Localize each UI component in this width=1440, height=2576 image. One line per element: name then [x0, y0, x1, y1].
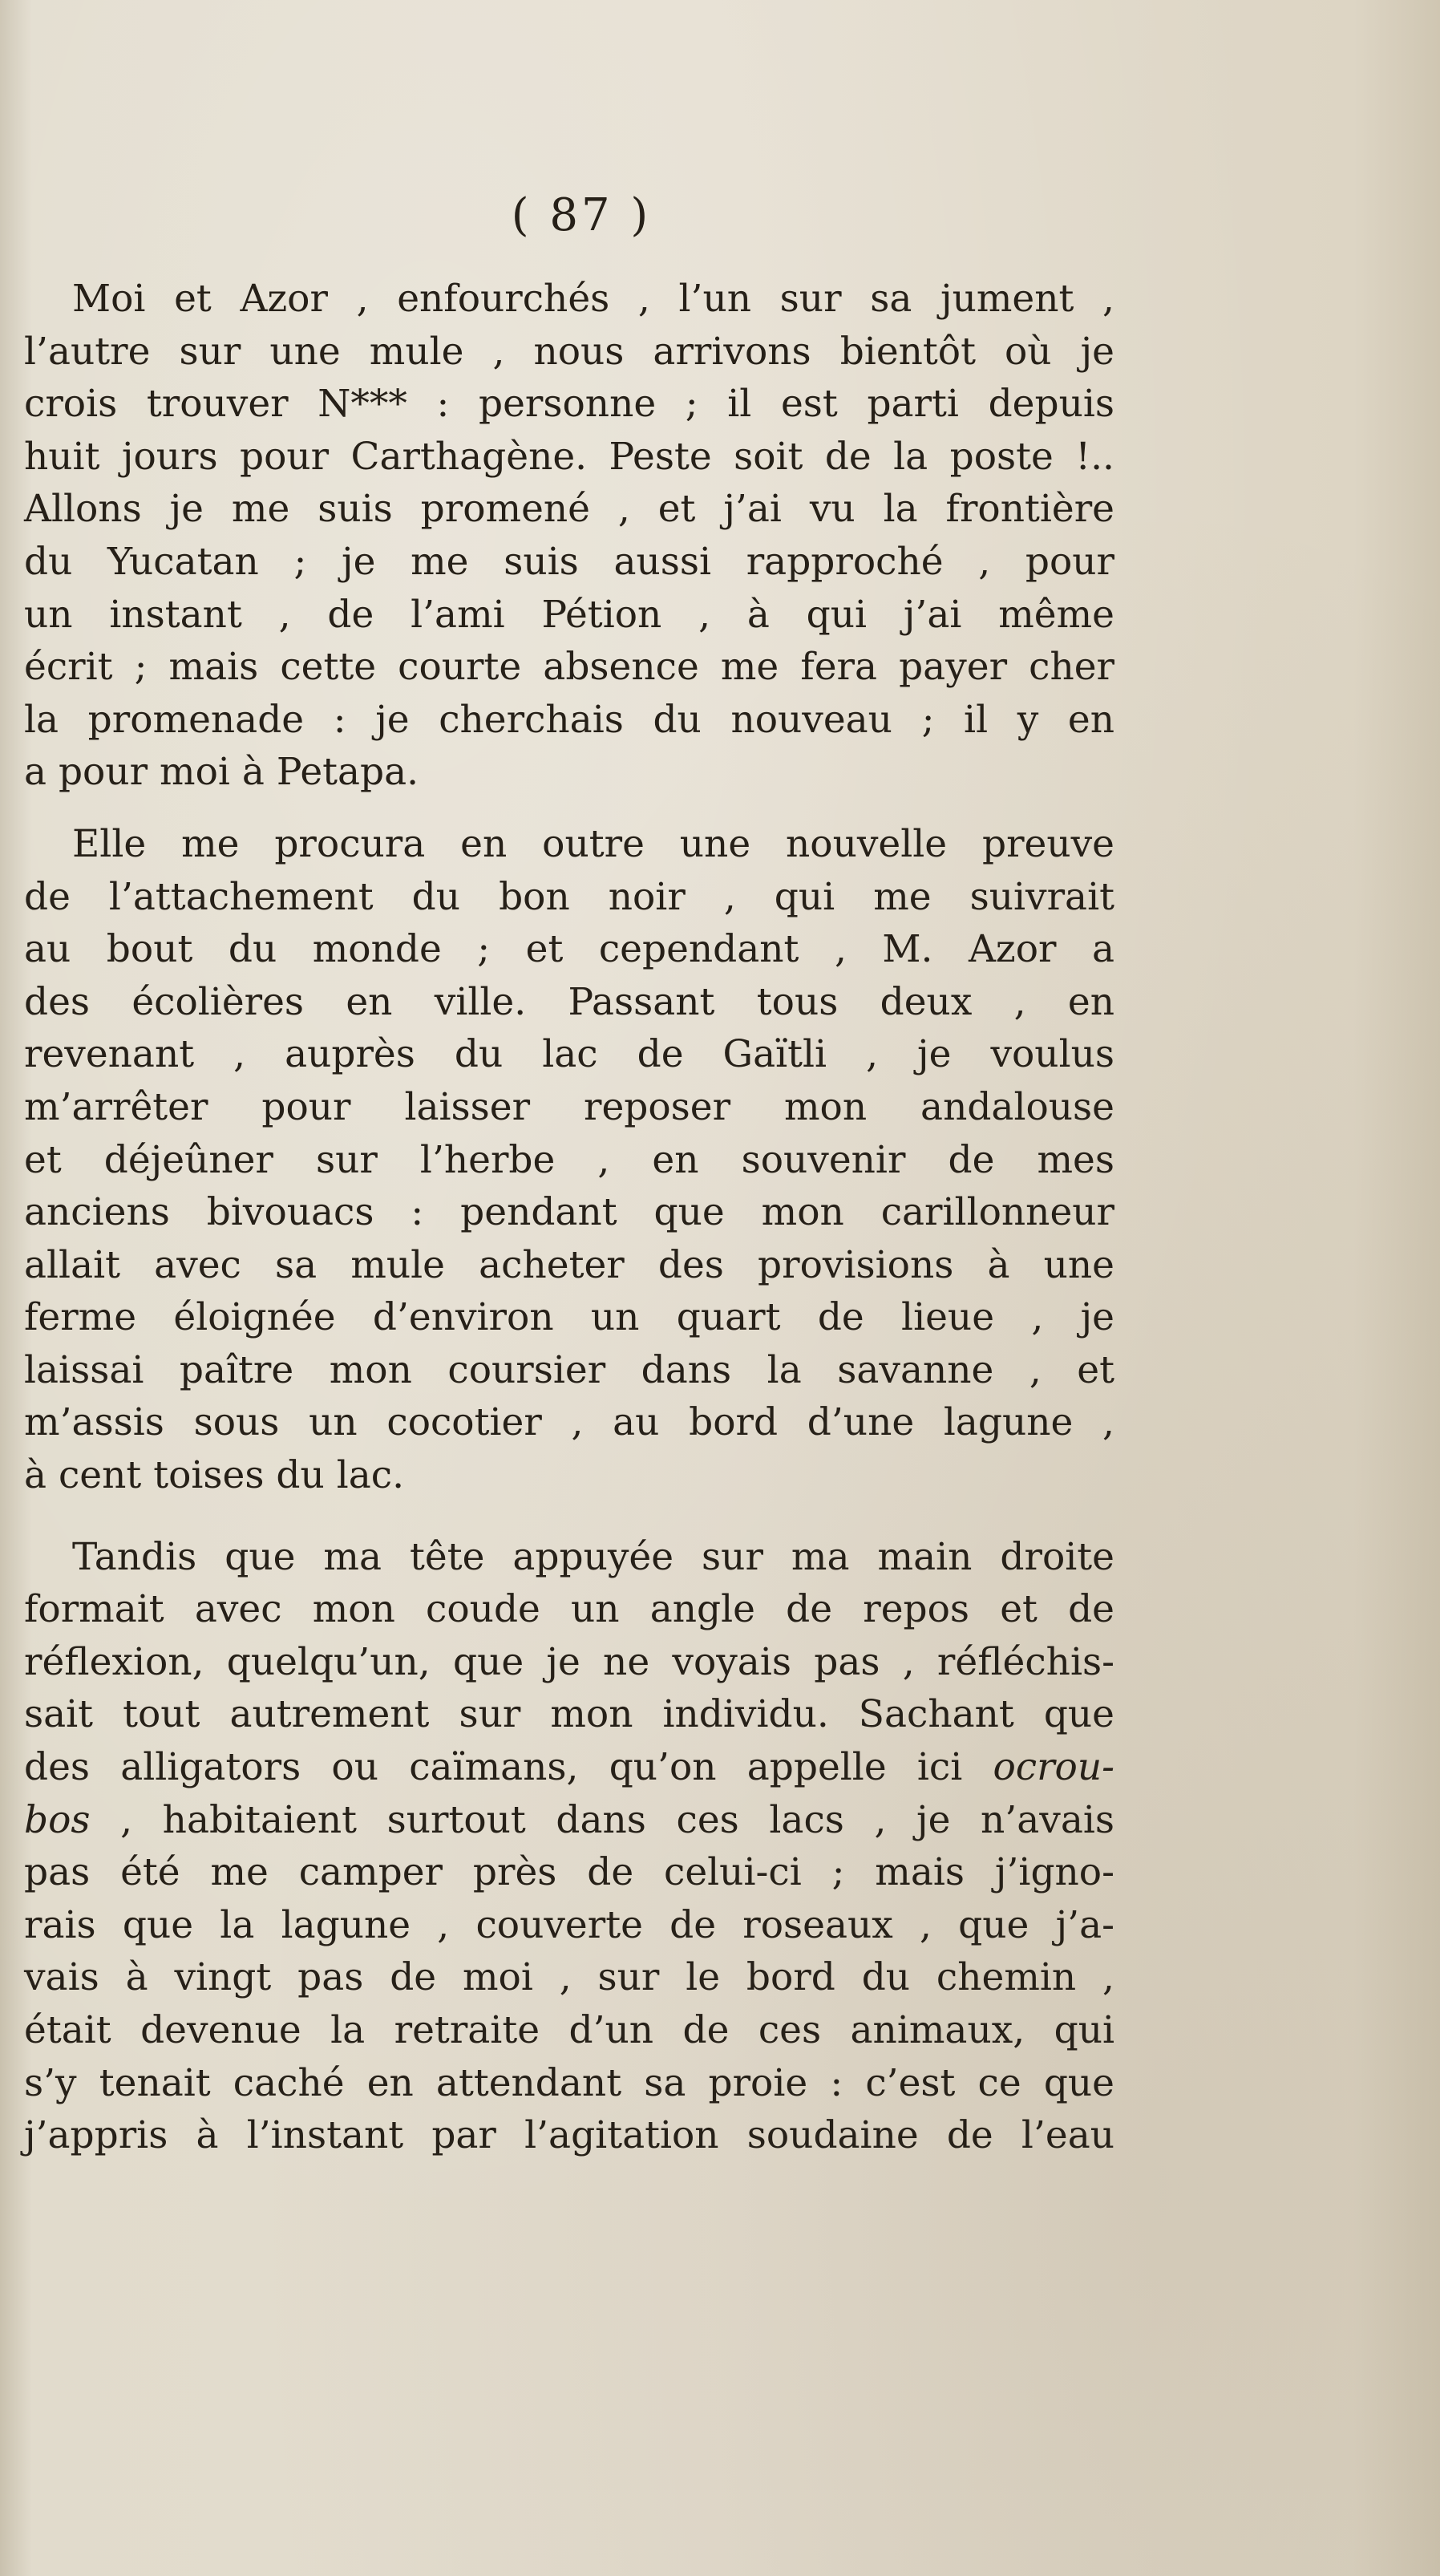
- text-segment: , habitaient surtout dans ces lacs , je n’avais: [90, 1797, 1114, 1842]
- text-line: réflexion, quelqu’un, que je ne voyais pas , réfléchis-: [24, 1639, 1114, 1684]
- text-line: revenant , auprès du lac de Gaïtli , je voulus: [24, 1032, 1114, 1077]
- text-segment: des alligators ou caïmans, qu’on appelle ici: [24, 1745, 993, 1790]
- italic-word: ocrou-: [993, 1745, 1114, 1790]
- text-line: j’appris à l’instant par l’agitation soudaine de l’eau: [24, 2113, 1114, 2158]
- paragraph: [24, 818, 1114, 1502]
- text-line: huit jours pour Carthagène. Peste soit de la poste !..: [24, 434, 1114, 479]
- text-line: m’arrêter pour laisser reposer mon andalouse: [24, 1084, 1114, 1129]
- text-line: Moi et Azor , enfourchés , l’un sur sa jument ,: [72, 277, 1114, 321]
- text-line: l’autre sur une mule , nous arrivons bientôt où je: [24, 329, 1114, 374]
- text-line: a pour moi à Petapa.: [24, 750, 419, 795]
- text-line: était devenue la retraite d’un de ces animaux, qui: [24, 2008, 1114, 2052]
- text-line: Tandis que ma tête appuyée sur ma main droite: [72, 1534, 1114, 1579]
- text-line: au bout du monde ; et cependant , M. Azor a: [24, 927, 1114, 972]
- text-line: s’y tenait caché en attendant sa proie : c’est ce que: [24, 2060, 1114, 2105]
- text-line: la promenade : je cherchais du nouveau ; il y en: [24, 697, 1114, 742]
- text-line: crois trouver N*** : personne ; il est parti depuis: [24, 382, 1114, 427]
- text-line: Allons je me suis promené , et j’ai vu la frontière: [24, 487, 1114, 532]
- text-line: un instant , de l’ami Pétion , à qui j’ai même: [24, 592, 1114, 637]
- italic-word: bos: [24, 1797, 91, 1842]
- text-line: formait avec mon coude un angle de repos et de: [24, 1587, 1114, 1632]
- text-line: à cent toises du lac.: [24, 1453, 405, 1498]
- text-line: des écolières en ville. Passant tous deux , en: [24, 979, 1114, 1024]
- text-line: écrit ; mais cette courte absence me fera payer cher: [24, 645, 1114, 690]
- text-line: allait avec sa mule acheter des provisions à une: [24, 1242, 1114, 1287]
- paragraph: [24, 1531, 1114, 2162]
- body-text: [24, 273, 1114, 2162]
- paragraph: [24, 273, 1114, 799]
- text-line: de l’attachement du bon noir , qui me suivrait: [24, 874, 1114, 919]
- text-line: [24, 1741, 1114, 1794]
- text-line: vais à vingt pas de moi , sur le bord du chemin ,: [24, 1955, 1114, 2000]
- text-line: anciens bivouacs : pendant que mon carillonneur: [24, 1190, 1114, 1235]
- text-line: ferme éloignée d’environ un quart de lieue , je: [24, 1295, 1114, 1340]
- text-line: laissai paître mon coursier dans la savanne , et: [24, 1347, 1114, 1392]
- text-line: pas été me camper près de celui-ci ; mais j’igno-: [24, 1850, 1114, 1895]
- page-number: ( 87 ): [511, 189, 652, 241]
- text-line: Elle me procura en outre une nouvelle preuve: [72, 821, 1114, 866]
- text-line: [24, 1794, 1114, 1847]
- text-line: m’assis sous un cocotier , au bord d’une lagune ,: [24, 1400, 1114, 1445]
- text-line: rais que la lagune , couverte de roseaux , que j’a-: [24, 1902, 1114, 1947]
- text-line: du Yucatan ; je me suis aussi rapproché , pour: [24, 539, 1114, 584]
- text-line: sait tout autrement sur mon individu. Sachant que: [24, 1692, 1114, 1737]
- text-line: et déjeûner sur l’herbe , en souvenir de mes: [24, 1137, 1114, 1182]
